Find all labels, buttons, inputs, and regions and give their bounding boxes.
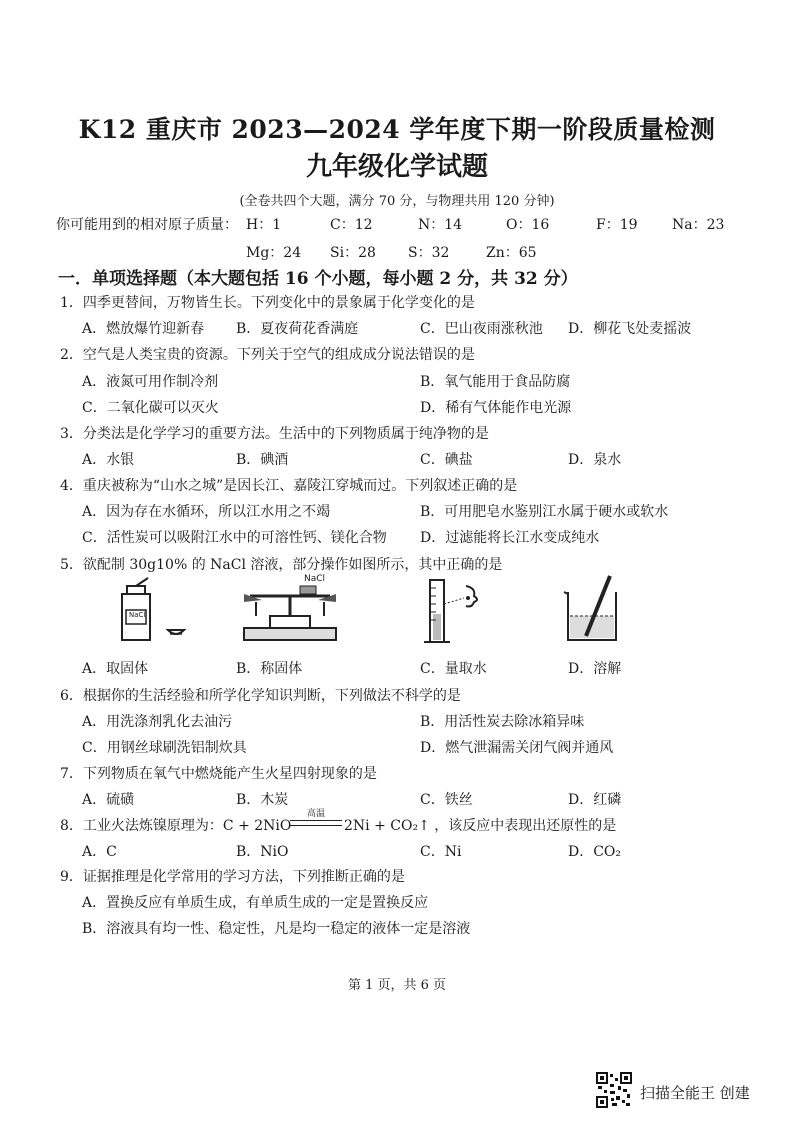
q5-option-d: D．溶解: [568, 661, 622, 677]
figure-weigh-solid: [240, 576, 340, 646]
figure-a-label: NaCl: [129, 611, 146, 619]
qr-code-icon: [596, 1072, 632, 1108]
q6-option-c: C．用钢丝球刷洗铝制炊具: [82, 740, 247, 756]
figure-measure-water: [420, 574, 490, 646]
question-4: 4．重庆被称为“山水之城”是因长江、嘉陵江穿城而过。下列叙述正确的是: [60, 478, 518, 494]
question-8-part2: 2Ni + CO₂↑ ，该反应中表现出还原性的是: [344, 818, 617, 834]
atomic-mass-mg: Mg：24: [246, 245, 302, 261]
figure-b-label: NaCl: [304, 574, 326, 584]
q2-option-c: C．二氧化碳可以灭火: [82, 400, 219, 416]
q5-option-c: C．量取水: [420, 661, 487, 677]
q7-option-d: D．红磷: [568, 792, 622, 808]
reaction-equals-sign: [290, 820, 342, 826]
exam-title: K12 重庆市 2023—2024 学年度下期一阶段质量检测: [78, 115, 716, 144]
q7-option-a: A．硫磺: [82, 792, 135, 808]
atomic-mass-na: Na：23: [672, 217, 725, 233]
q1-option-b: B．夏夜荷花香满庭: [236, 321, 359, 337]
q8-option-c: C．Ni: [420, 844, 462, 860]
atomic-mass-label: 你可能用到的相对原子质量：: [56, 217, 238, 233]
q3-option-d: D．泉水: [568, 452, 622, 468]
atomic-mass-s: S：32: [408, 245, 450, 261]
q2-option-d: D．稀有气体能作电光源: [420, 400, 572, 416]
figure-dissolve: [560, 572, 630, 646]
section-title: 一．单项选择题（本大题包括 16 个小题，每小题 2 分，共 32 分）: [58, 269, 578, 289]
q3-option-c: C．碘盐: [420, 452, 473, 468]
q8-option-a: A．C: [82, 844, 117, 860]
question-5: 5．欲配制 30g10% 的 NaCl 溶液，部分操作如图所示，其中正确的是: [60, 557, 503, 573]
page-number: 第 1 页，共 6 页: [347, 978, 447, 993]
question-3: 3．分类法是化学学习的重要方法。生活中的下列物质属于纯净物的是: [60, 426, 489, 442]
q7-option-c: C．铁丝: [420, 792, 473, 808]
exam-subject-title: 九年级化学试题: [305, 152, 488, 182]
exam-note: (全卷共四个大题，满分 70 分，与物理共用 120 分钟): [239, 194, 555, 209]
question-7: 7．下列物质在氧气中燃烧能产生火星四射现象的是: [60, 766, 377, 782]
atomic-mass-f: F：19: [596, 217, 638, 233]
q5-option-a: A．取固体: [82, 661, 149, 677]
q1-option-a: A．燃放爆竹迎新春: [82, 321, 205, 337]
q9-option-b: B．溶液具有均一性、稳定性，凡是均一稳定的液体一定是溶液: [82, 921, 471, 937]
q4-option-c: C．活性炭可以吸附江水中的可溶性钙、镁化合物: [82, 530, 387, 546]
scanner-watermark: 扫描全能王 创建: [640, 1084, 750, 1102]
atomic-mass-zn: Zn：65: [486, 245, 537, 261]
question-9: 9．证据推理是化学常用的学习方法，下列推断正确的是: [60, 869, 405, 885]
q4-option-b: B．可用肥皂水鉴别江水属于硬水或软水: [420, 504, 669, 520]
q8-option-b: B．NiO: [236, 844, 289, 860]
q6-option-d: D．燃气泄漏需关闭气阀并通风: [420, 740, 614, 756]
question-1: 1．四季更替间，万物皆生长。下列变化中的景象属于化学变化的是: [60, 295, 475, 311]
q8-option-d: D．CO₂: [568, 844, 622, 860]
q1-option-d: D．柳花飞处麦摇波: [568, 321, 692, 337]
atomic-mass-c: C：12: [330, 217, 373, 233]
atomic-mass-h: H：1: [246, 217, 282, 233]
q7-option-b: B．木炭: [236, 792, 289, 808]
q2-option-b: B．氧气能用于食品防腐: [420, 374, 571, 390]
atomic-mass-n: N：14: [418, 217, 463, 233]
q4-option-a: A．因为存在水循环，所以江水用之不竭: [82, 504, 331, 520]
q5-option-b: B．称固体: [236, 661, 303, 677]
q1-option-c: C．巴山夜雨涨秋池: [420, 321, 543, 337]
question-2: 2．空气是人类宝贵的资源。下列关于空气的组成成分说法错误的是: [60, 347, 475, 363]
q2-option-a: A．液氮可用作制冷剂: [82, 374, 219, 390]
question-6: 6．根据你的生活经验和所学化学知识判断，下列做法不科学的是: [60, 688, 461, 704]
q6-option-b: B．用活性炭去除冰箱异味: [420, 714, 585, 730]
atomic-mass-si: Si：28: [330, 245, 376, 261]
q6-option-a: A．用洗涤剂乳化去油污: [82, 714, 233, 730]
q3-option-b: B．碘酒: [236, 452, 289, 468]
reaction-condition: 高温: [306, 809, 325, 819]
question-8-part1: 8．工业火法炼镍原理为：C + 2NiO: [60, 818, 292, 834]
atomic-mass-o: O：16: [506, 217, 550, 233]
q4-option-d: D．过滤能将长江水变成纯水: [420, 530, 600, 546]
q9-option-a: A．置换反应有单质生成，有单质生成的一定是置换反应: [82, 895, 429, 911]
q3-option-a: A．水银: [82, 452, 135, 468]
